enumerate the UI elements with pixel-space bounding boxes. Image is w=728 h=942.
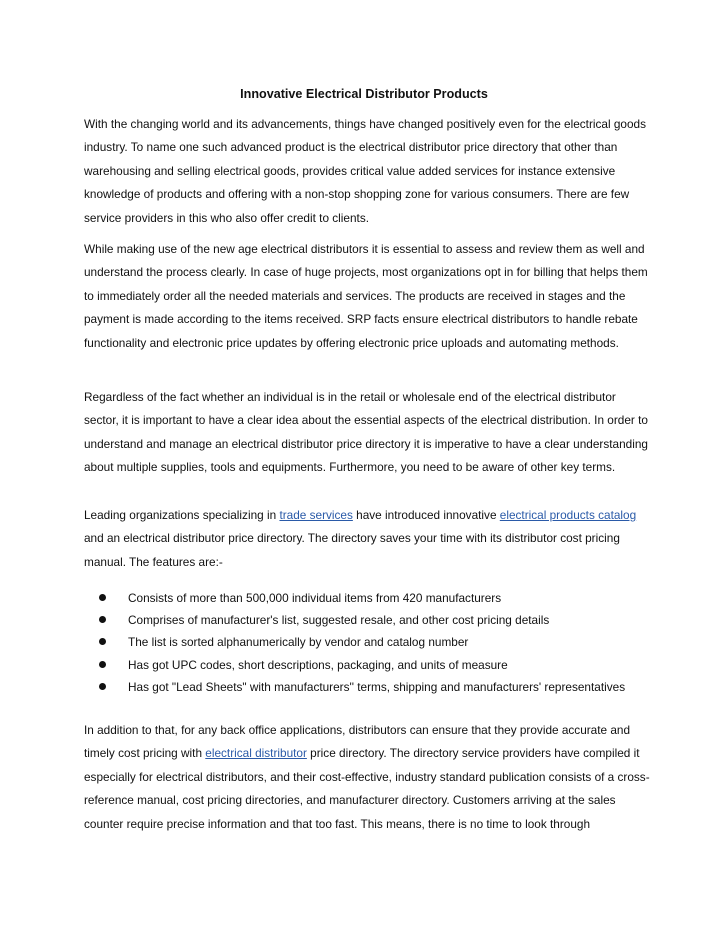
paragraph-intro: With the changing world and its advancements, things have changed positively even for the electrical goods industry. To name one such advanced product is the electrical distributor price directory that other than warehousing and selling electrical goods, provides critical value added services for instance extensive knowledge of products and offering with a non-stop shopping zone for various consumers. There are few service providers in this who also offer credit to clients.: [84, 117, 646, 225]
paragraph-trade-services: [84, 504, 650, 574]
document-title: Innovative Electrical Distributor Products: [240, 87, 488, 101]
electrical-distributor-link[interactable]: electrical distributor: [205, 746, 307, 761]
paragraph-back-office: [84, 719, 650, 836]
paragraph-text: Leading organizations specializing in: [84, 508, 280, 522]
bullet-icon: [99, 616, 106, 623]
paragraph-text: and an electrical distributor price directory. The directory saves your time with its distributor cost pricing manual. The features are:-: [84, 531, 620, 569]
list-item-text: Consists of more than 500,000 individual items from 420 manufacturers: [128, 591, 502, 605]
list-item: [84, 609, 664, 631]
paragraph-text: In addition to that, for any back office applications, distributors can ensure that they provide accurate and timely cost pricing with: [84, 723, 631, 761]
paragraph-text: price directory. The directory service providers have compiled it especially for electrical distributors, and their cost-effective, industry standard publication consists of a cross-reference manual, cost pricing directories, and manufacturer directory. Customers arriving at the sales counter require precise information and that too fast. This means, there is no time to look through: [84, 746, 650, 831]
electrical-products-catalog-link[interactable]: electrical products catalog: [499, 508, 637, 522]
bullet-icon: [99, 661, 106, 668]
trade-services-link[interactable]: trade services: [279, 508, 353, 522]
paragraph-retail-wholesale: Regardless of the fact whether an individual is in the retail or wholesale end of the electrical distributor sector, it is important to have a clear idea about the essential aspects of the electrical distribution. In order to understand and manage an electrical distributor price directory it is imperative to have a clear understanding about multiple supplies, tools and equipments. Furthermore, you need to be aware of other key terms.: [84, 390, 648, 475]
list-item-text: Comprises of manufacturer's list, suggested resale, and other cost pricing details: [128, 613, 550, 628]
features-list: [84, 587, 664, 698]
list-item: [84, 631, 664, 653]
list-item: [84, 676, 664, 698]
list-item-text: Has got UPC codes, short descriptions, packaging, and units of measure: [128, 657, 508, 672]
paragraph-text: have introduced innovative: [352, 508, 500, 522]
paragraph-distributors: While making use of the new age electrical distributors it is essential to assess and review them as well and understand the process clearly. In case of huge projects, most organizations opt in for billing that helps them to immediately order all the needed materials and services. The products are received in stages and the payment is made according to the items received. SRP facts ensure electrical distributors to handle rebate functionality and electronic price updates by offering electronic price uploads and automating methods.: [84, 242, 648, 350]
bullet-icon: [99, 594, 106, 601]
list-item: [84, 587, 664, 609]
list-item: [84, 654, 664, 676]
bullet-icon: [99, 683, 106, 690]
bullet-icon: [99, 638, 106, 645]
list-item-text: Has got "Lead Sheets" with manufacturers'' terms, shipping and manufacturers' representatives: [128, 679, 626, 694]
list-item-text: The list is sorted alphanumerically by vendor and catalog number: [128, 635, 469, 650]
